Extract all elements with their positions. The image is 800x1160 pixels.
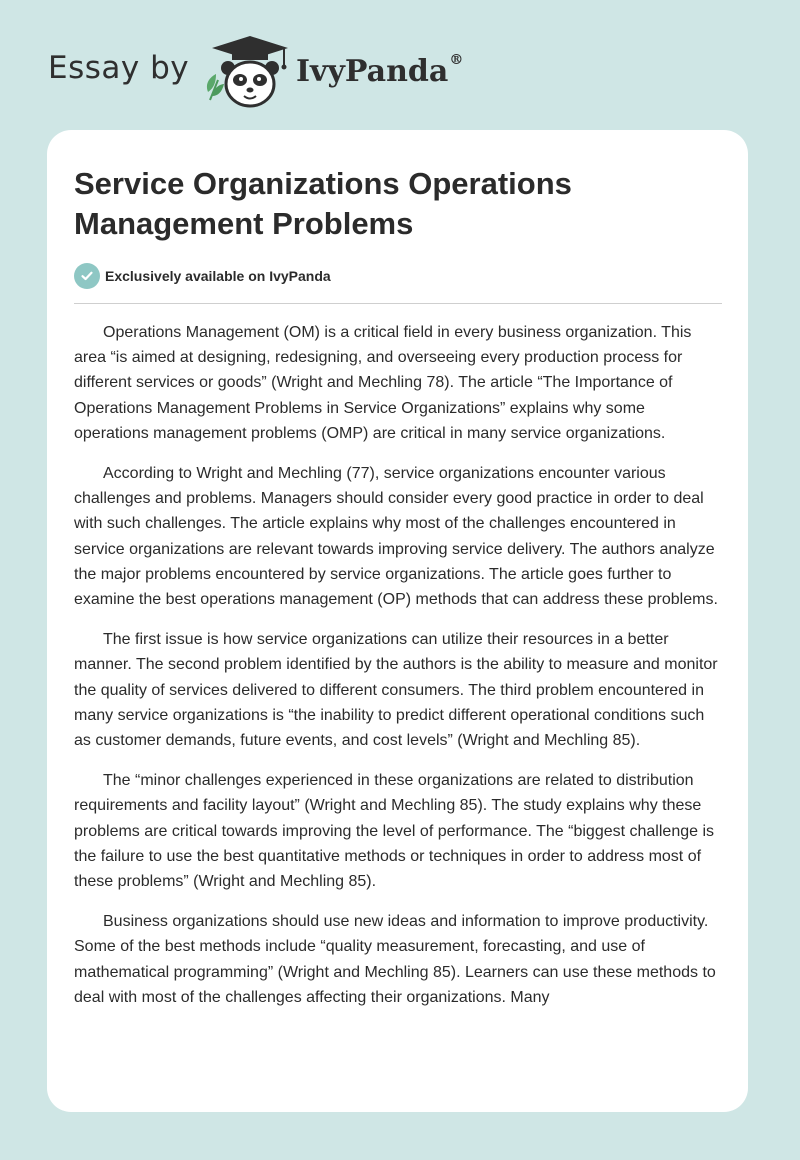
registered-mark: ® [449,52,464,68]
panda-logo-icon[interactable] [202,34,292,110]
paragraph: Operations Management (OM) is a critical field in every business organization. This area “is aimed at designing, redesigning, and overseeing every production process for different services or goods” (Wright and Mechling 78). The article “The Importance of Operations Management Problems in Service Organizations” explains why some operations management problems (OMP) are critical in many service organizations. [74,324,692,442]
essay-body [74,320,724,1025]
brand-name[interactable]: IvyPanda® [296,52,464,89]
essay-card [47,130,748,1112]
check-icon [74,263,100,289]
divider [74,303,722,304]
site-header [48,30,488,110]
paragraph: The first issue is how service organizations can utilize their resources in a better manner. The second problem identified by the authors is the ability to measure and monitor the quality of services delivered to different consumers. The third problem encountered in many service organizations is “the inability to predict different operational conditions such as customer demands, future events, and cost levels” (Wright and Mechling 85). [74,631,718,750]
page-title: Service Organizations Operations Management Problems [74,166,572,241]
essay-by-label: Essay by [48,50,190,86]
exclusive-label: Exclusively available on IvyPanda [105,268,331,284]
paragraph: Business organizations should use new ideas and information to improve productivity. Some of the best methods include “quality measurement, forecasting, and use of mathematical programming” (Wright and Mechling 85). Learners can use these methods to deal with most of the challenges affecting their organizations. Many [74,913,716,1006]
exclusive-badge [74,263,331,289]
paragraph: According to Wright and Mechling (77), service organizations encounter various challenges and problems. Managers should consider every good practice in order to deal with such challenges. The article explains why most of the challenges encountered in service organizations are relevant towards improving service delivery. The authors analyze the major problems encountered by service organizations. The article goes further to examine the best operations management (OP) methods that can address these problems. [74,465,718,609]
paragraph: The “minor challenges experienced in these organizations are related to distribution requirements and facility layout” (Wright and Mechling 85). The study explains why these problems are critical towards improving the level of performance. The “biggest challenge is the failure to use the best quantitative methods or techniques in order to address most of these problems” (Wright and Mechling 85). [74,772,715,891]
